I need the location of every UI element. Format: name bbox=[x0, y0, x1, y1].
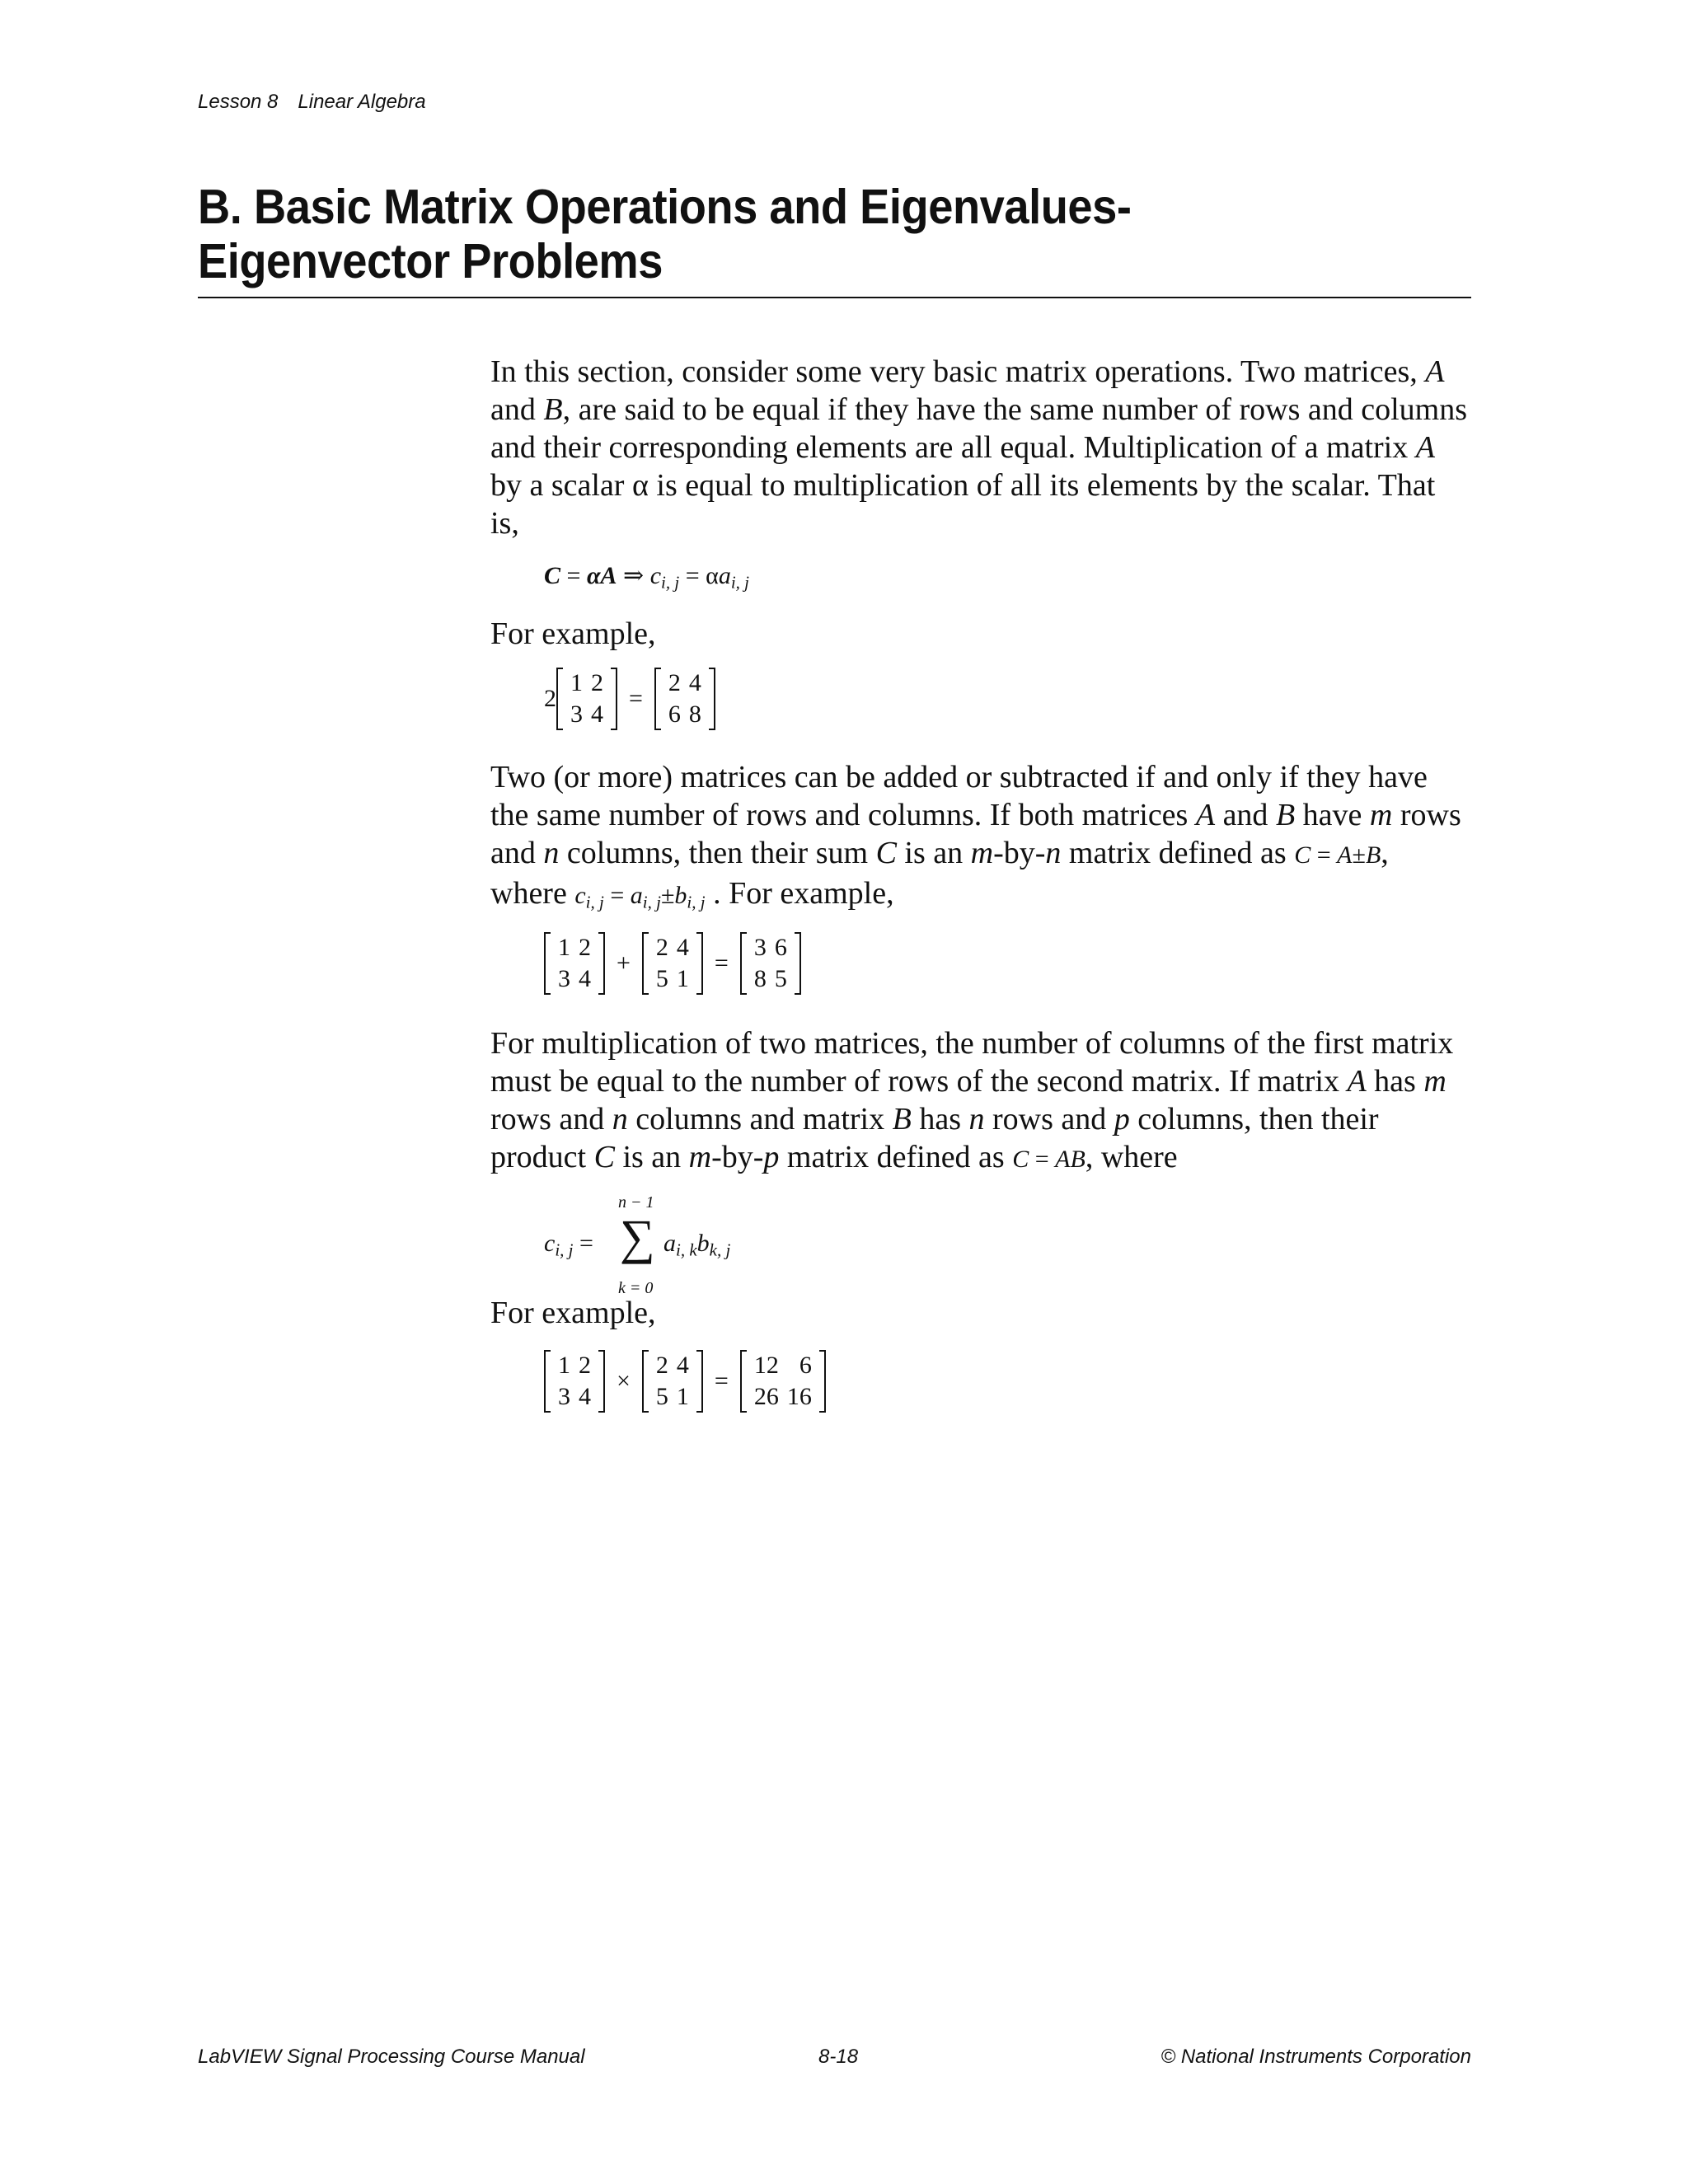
equation-product-definition: C = AB bbox=[1012, 1146, 1085, 1174]
matrix: 2 4 5 1 bbox=[642, 1350, 703, 1413]
matrix: 12 6 26 16 bbox=[740, 1350, 826, 1413]
matrix: 3 6 8 5 bbox=[740, 932, 801, 995]
sigma-symbol: ∑ bbox=[620, 1210, 655, 1265]
matrix: 1 2 3 4 bbox=[556, 668, 617, 730]
equation-scalar-multiplication: C = αA ⇒ $c_{i, j} = \alpha a_{i, j}$ bbox=[544, 562, 749, 593]
example-scalar-multiplication: 2 1 2 3 4 = 2 4 6 8 bbox=[544, 658, 1471, 740]
example-matrix-multiplication: 1 2 3 4 × 2 4 5 1 = 12 6 26 16 bbox=[544, 1340, 1471, 1422]
sum-lower-limit: k = 0 bbox=[618, 1279, 654, 1298]
example-matrix-addition: 1 2 3 4 + 2 4 5 1 = 3 6 8 5 bbox=[544, 922, 1471, 1005]
paragraph-for-example-2: For example, bbox=[490, 1296, 656, 1331]
header-lesson: Lesson 8 bbox=[198, 91, 279, 113]
equation-product-element: $c_{i, j}$ = n − 1 ∑ k = 0 $a_{i, k}b_{k, j}$ bbox=[544, 1183, 1471, 1291]
equation-sum-definition: C = A±B bbox=[1294, 841, 1381, 869]
footer-manual-title: LabVIEW Signal Processing Course Manual bbox=[198, 2046, 585, 2068]
body-text bbox=[490, 353, 1471, 1422]
running-header bbox=[198, 91, 426, 114]
title-rule bbox=[198, 297, 1471, 298]
matrix: 1 2 3 4 bbox=[544, 932, 605, 995]
matrix: 2 4 6 8 bbox=[654, 668, 715, 730]
sum-upper-limit: n − 1 bbox=[618, 1193, 654, 1212]
section-title: B. Basic Matrix Operations and Eigenvalues-Eigenvector Problems bbox=[198, 180, 1132, 288]
equation-sum-element: $c_{i, j} = a_{i, j}\pm b_{i, j}$ bbox=[574, 882, 706, 912]
paragraph-for-example-1: For example, bbox=[490, 616, 656, 651]
paragraph-intro: In this section, consider some very basic matrix operations. Two matrices, A and B, are said to be equal if they have the same number of rows and columns and their corresponding elements are all equal. Multiplication of a matrix A by a scalar α is equal to multiplication of all its elements by the scalar. That is, bbox=[490, 354, 1468, 541]
matrix: 2 4 5 1 bbox=[642, 932, 703, 995]
page-number: 8-18 bbox=[818, 2046, 859, 2068]
paragraph-addition: Two (or more) matrices can be added or subtracted if and only if they have the same number of rows and columns. If both matrices A and B have m rows and n columns, then their sum C is an m-by-n matrix defined as C = A±B, where $c_{i, j} = a_{i, j}\pm b_{i, j}$ . For example, bbox=[490, 760, 1461, 912]
paragraph-multiplication: For multiplication of two matrices, the number of columns of the first matrix must be equal to the number of rows of the second matrix. If matrix A has m rows and n columns and matrix B has n rows and p columns, then their product C is an m-by-p matrix defined as C = AB, where bbox=[490, 1026, 1454, 1175]
footer-copyright: © National Instruments Corporation bbox=[1160, 2046, 1471, 2068]
header-topic: Linear Algebra bbox=[298, 91, 426, 113]
matrix: 1 2 3 4 bbox=[544, 1350, 605, 1413]
